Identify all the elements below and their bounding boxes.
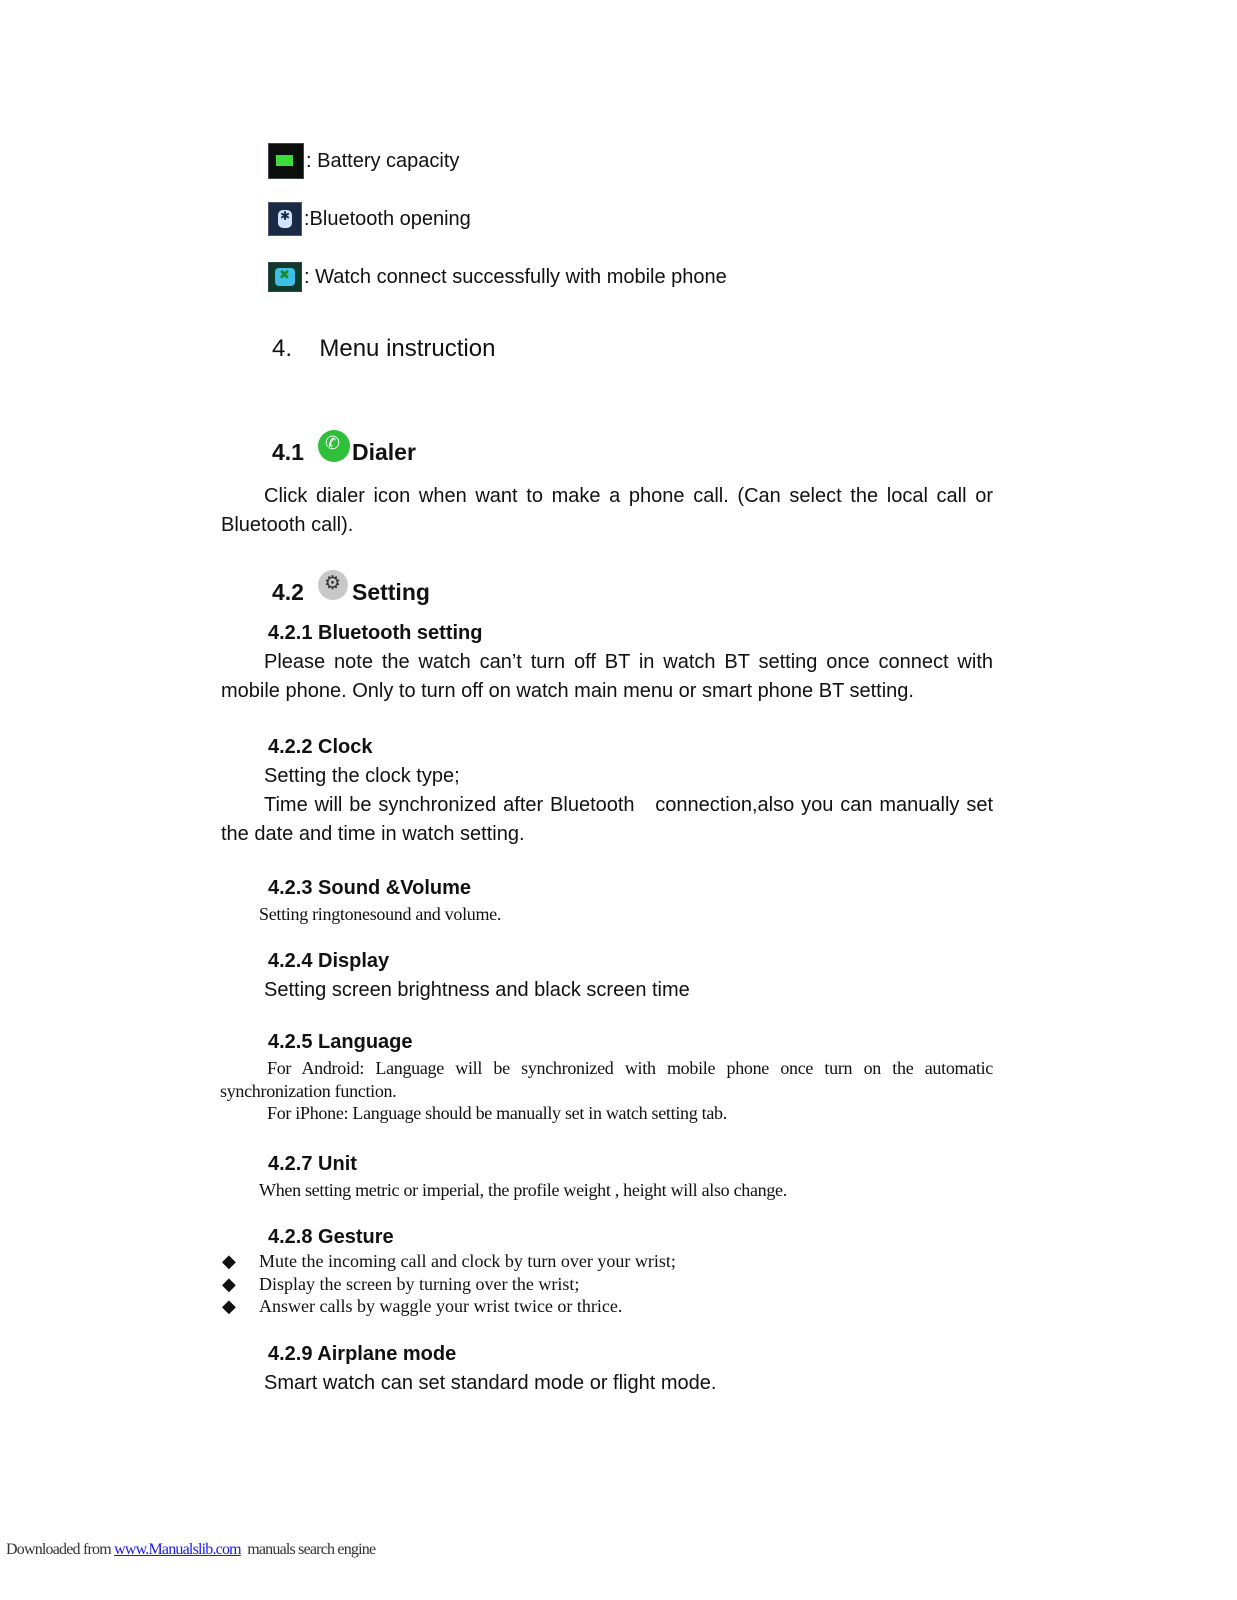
menu-heading [272,335,495,363]
status-connected-row [268,262,727,292]
display-body: Setting screen brightness and black screen time [264,979,690,1001]
gesture-item [222,1296,622,1317]
language-android: For Android: Language will be synchronized with mobile phone once turn on the automatic synchronization function. [220,1058,993,1101]
clock-heading: 4.2.2 Clock [268,736,373,758]
bullet-diamond-icon: ◆ [222,1274,236,1294]
phone-connected-icon [268,262,302,292]
battery-icon [268,143,304,179]
status-bluetooth-text: :Bluetooth opening [304,207,471,230]
setting-number: 4.2 [272,579,304,605]
airplane-body: Smart watch can set standard mode or flight mode. [264,1372,717,1394]
bluetooth-icon [268,202,302,236]
bullet-diamond-icon: ◆ [222,1296,236,1316]
clock-line1: Setting the clock type; [264,765,460,787]
gesture-heading: 4.2.8 Gesture [268,1226,394,1248]
bluetooth-setting-body: Please note the watch can’t turn off BT in watch BT setting once connect with mobile phone. Only to turn off on watch main menu or smart phone BT setting. [221,651,993,702]
sound-body: Setting ringtonesound and volume. [259,904,502,924]
status-battery-text: : Battery capacity [306,149,460,172]
dialer-title: Dialer [351,439,416,465]
status-battery-row [268,143,459,179]
gesture-item-text: Answer calls by waggle your wrist twice or thrice. [259,1296,623,1316]
gear-icon [318,570,348,600]
gesture-item-text: Mute the incoming call and clock by turn over your wrist; [259,1251,676,1271]
dialer-body: Click dialer icon when want to make a phone call. (Can select the local call or Bluetooth call). [221,485,993,536]
menu-heading-number: 4. [272,335,293,362]
phone-icon [318,430,350,462]
setting-heading [272,570,430,606]
gesture-item [222,1274,579,1295]
status-bluetooth-row [268,202,471,236]
status-connected-text: : Watch connect successfully with mobile phone [304,265,727,288]
footer-prefix: Downloaded from [6,1541,115,1558]
menu-heading-title: Menu instruction [319,335,496,362]
setting-title: Setting [351,579,430,605]
footer [6,1541,375,1559]
clock-line2: Time will be synchronized after Bluetooth connection,also you can manually set the date and time in watch setting. [221,794,999,845]
footer-suffix: manuals search engine [240,1541,376,1558]
unit-body: When setting metric or imperial, the profile weight , height will also change. [259,1180,787,1200]
bluetooth-setting-heading: 4.2.1 Bluetooth setting [268,622,483,644]
dialer-heading [272,430,416,466]
dialer-number: 4.1 [272,439,304,465]
language-heading: 4.2.5 Language [268,1031,413,1053]
gesture-item-text: Display the screen by turning over the wrist; [259,1274,580,1294]
sound-heading: 4.2.3 Sound &Volume [268,877,471,899]
unit-heading: 4.2.7 Unit [268,1153,357,1175]
display-heading: 4.2.4 Display [268,950,390,972]
manualslib-link[interactable]: www.Manualslib.com [114,1541,241,1558]
airplane-heading: 4.2.9 Airplane mode [268,1343,457,1365]
language-iphone: For iPhone: Language should be manually set in watch setting tab. [267,1103,727,1123]
bullet-diamond-icon: ◆ [222,1251,236,1271]
gesture-item [222,1251,676,1272]
